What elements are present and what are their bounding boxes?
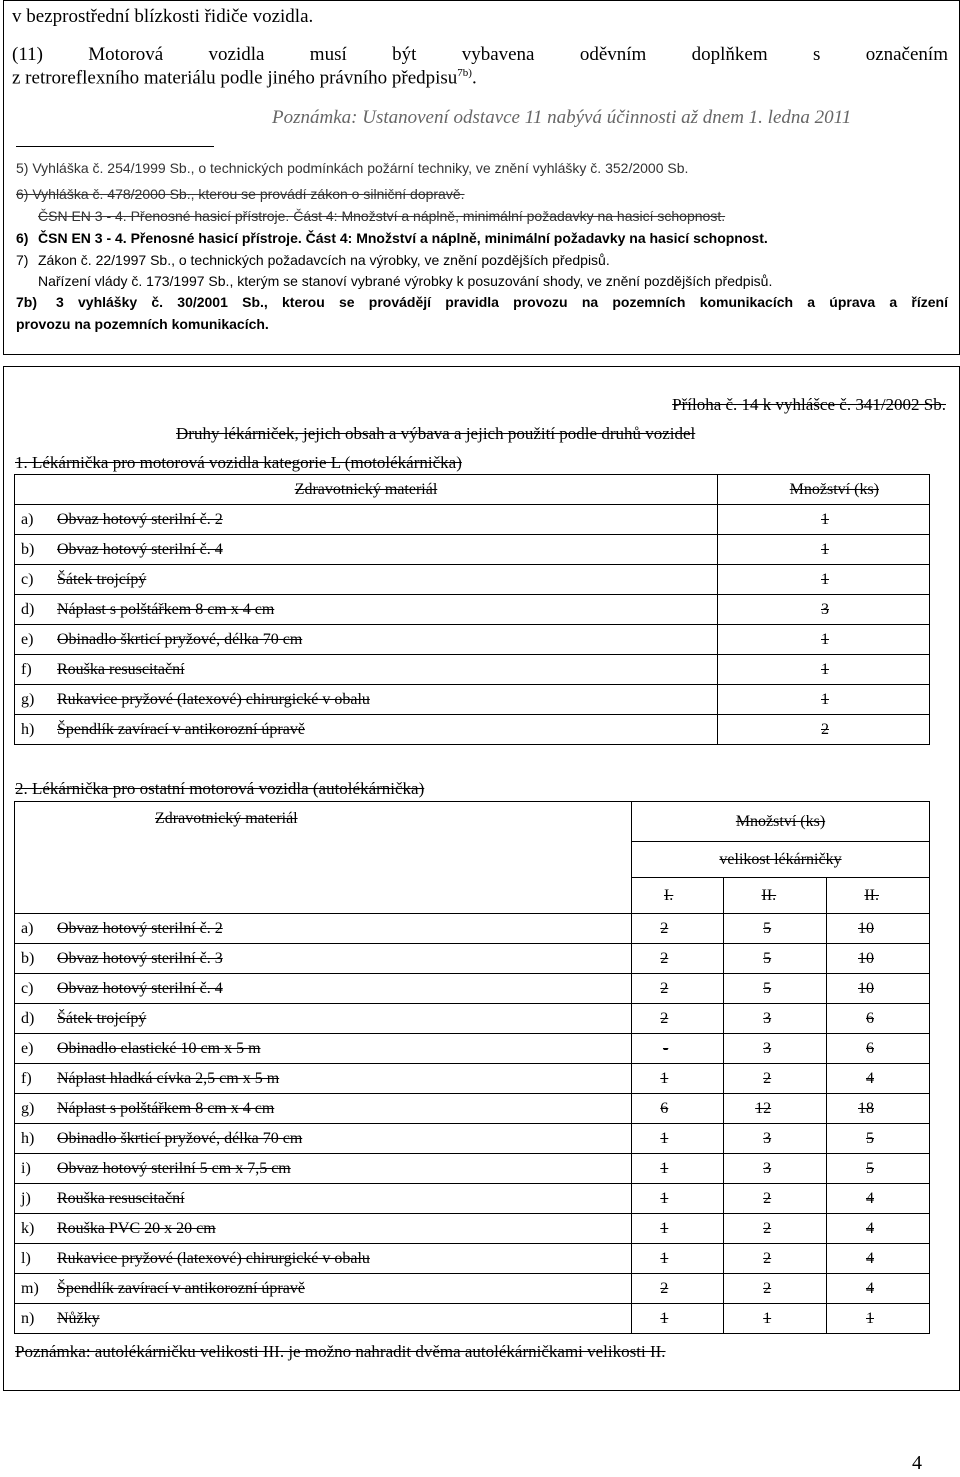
kit1-row: [15, 535, 930, 565]
kit1-item-letter: b): [21, 540, 35, 558]
kit2-item-name: Špendlík zavírací v antikorozní úpravě: [57, 1279, 305, 1297]
kit1-item-letter: h): [21, 720, 35, 738]
kit2-header-material: Zdravotnický materiál: [15, 802, 632, 914]
kit2-item-qty-v3: 4: [827, 1274, 930, 1304]
kit2-row: [15, 1094, 930, 1124]
kit2-item-name: Obvaz hotový sterilní č. 3: [57, 949, 223, 967]
kit1-item-name: Špendlík zavírací v antikorozní úpravě: [57, 720, 305, 738]
kit2-item-letter: m): [21, 1279, 39, 1297]
kit2-item-cell: [15, 1094, 632, 1124]
kit2-item-name: Nůžky: [57, 1309, 100, 1327]
kit2-item-qty-v3: 10: [827, 914, 930, 944]
kit2-item-qty-v2: 2: [724, 1184, 827, 1214]
kit2-item-name: Rukavice pryžové (latexové) chirurgické v obalu: [57, 1249, 370, 1267]
kit2-item-letter: b): [21, 949, 35, 967]
kit1-item-letter: a): [21, 510, 34, 528]
kit2-row: [15, 1154, 930, 1184]
kit2-item-qty-v3: 5: [827, 1154, 930, 1184]
paragraph-11-text-a: (11) Motorová vozidla musí být vybavena oděvním doplňkem s označením: [12, 44, 948, 65]
footnote-6-old-b: ČSN EN 3 - 4. Přenosné hasicí přístroje. Část 4: Množství a náplně, minimální požadavky na hasicí schopnost.: [38, 208, 726, 224]
kit2-item-letter: k): [21, 1219, 35, 1237]
kit2-note: Poznámka: autolékárničku velikosti III. je možno nahradit dvěma autolékárničkami velikosti II.: [15, 1342, 666, 1361]
kit2-item-letter: e): [21, 1039, 34, 1057]
kit1-item-qty: 1: [718, 565, 930, 595]
kit2-size-header: I.: [632, 878, 724, 914]
kit2-item-name: Obinadlo elastické 10 cm x 5 m: [57, 1039, 261, 1057]
footnote-7-text-a: Zákon č. 22/1997 Sb., o technických požadavcích na výrobky, ve znění pozdějších předpisů.: [38, 252, 610, 268]
kit2-item-qty-v1: 1: [632, 1124, 724, 1154]
kit2-item-qty-v2: 5: [724, 914, 827, 944]
kit2-item-cell: [15, 1214, 632, 1244]
kit2-item-qty-v2: 3: [724, 1004, 827, 1034]
kit2-item-cell: [15, 1184, 632, 1214]
kit2-item-name: Obvaz hotový sterilní 5 cm x 7,5 cm: [57, 1159, 291, 1177]
kit1-row: [15, 655, 930, 685]
kit2-header-quantity: Množství (ks): [632, 802, 930, 842]
kit2-item-qty-v3: 4: [827, 1184, 930, 1214]
kit2-item-qty-v2: 2: [724, 1274, 827, 1304]
footnote-6-old-a: 6) Vyhláška č. 478/2000 Sb., kterou se provádí zákon o silniční dopravě.: [16, 186, 465, 202]
kit2-item-name: Rouška PVC 20 x 20 cm: [57, 1219, 216, 1237]
kit1-item-cell: [15, 655, 718, 685]
kit1-item-qty: 2: [718, 715, 930, 745]
kit1-item-qty: 1: [718, 535, 930, 565]
kit1-item-cell: [15, 625, 718, 655]
kit1-item-letter: f): [21, 660, 32, 678]
kit2-item-qty-v2: 12: [724, 1094, 827, 1124]
annex-reference: Příloha č. 14 k vyhlášce č. 341/2002 Sb.: [672, 395, 946, 414]
kit1-heading: 1. Lékárnička pro motorová vozidla kategorie L (motolékárnička): [15, 453, 462, 472]
kit2-row: [15, 1244, 930, 1274]
footnote-7b-number: 7b): [16, 294, 37, 310]
kit2-item-qty-v2: 5: [724, 974, 827, 1004]
kit2-item-qty-v1: 1: [632, 1064, 724, 1094]
kit2-item-name: Náplast hladká cívka 2,5 cm x 5 m: [57, 1069, 280, 1087]
kit2-row: [15, 1064, 930, 1094]
kit2-item-letter: c): [21, 979, 34, 997]
kit1-header-material: Zdravotnický materiál: [15, 475, 718, 505]
kit1-item-cell: [15, 685, 718, 715]
kit2-item-cell: [15, 944, 632, 974]
kit2-row: [15, 1124, 930, 1154]
kit2-item-qty-v3: 5: [827, 1124, 930, 1154]
kit2-row: [15, 1214, 930, 1244]
kit2-item-qty-v1: 2: [632, 1274, 724, 1304]
kit1-item-qty: 3: [718, 595, 930, 625]
kit1-item-cell: [15, 565, 718, 595]
kit2-item-qty-v3: 6: [827, 1034, 930, 1064]
footnote-7-number: 7): [16, 252, 29, 268]
footnote-6-number: 6): [16, 230, 29, 246]
text-line-0: v bezprostřední blízkosti řidiče vozidla.: [12, 6, 314, 27]
kit2-row: [15, 974, 930, 1004]
kit1-row: [15, 565, 930, 595]
kit2-row: [15, 1274, 930, 1304]
kit2-item-letter: d): [21, 1009, 35, 1027]
kit1-row: [15, 715, 930, 745]
kit2-item-qty-v3: 10: [827, 944, 930, 974]
kit2-item-qty-v1: 1: [632, 1184, 724, 1214]
kit1-row: [15, 685, 930, 715]
kit1-row: [15, 505, 930, 535]
kit1-item-name: Rukavice pryžové (latexové) chirurgické v obalu: [57, 690, 370, 708]
footnote-6-text: ČSN EN 3 - 4. Přenosné hasicí přístroje. Část 4: Množství a náplně, minimální požadavky na hasicí schopnost.: [38, 230, 768, 246]
kit2-item-qty-v2: 2: [724, 1214, 827, 1244]
kit2-item-qty-v2: 1: [724, 1304, 827, 1334]
footnote-5: 5) Vyhláška č. 254/1999 Sb., o technických podmínkách požární techniky, ve znění vyhlášky č. 352/2000 Sb.: [16, 160, 689, 176]
kit2-item-qty-v2: 2: [724, 1244, 827, 1274]
kit2-item-qty-v1: 6: [632, 1094, 724, 1124]
kit2-item-cell: [15, 1064, 632, 1094]
kit1-item-letter: c): [21, 570, 34, 588]
kit2-item-qty-v2: 3: [724, 1034, 827, 1064]
kit2-item-cell: [15, 1034, 632, 1064]
kit1-row: [15, 625, 930, 655]
kit1-item-qty: 1: [718, 655, 930, 685]
kit1-item-cell: [15, 715, 718, 745]
kit2-item-qty-v1: -: [632, 1034, 724, 1064]
kit1-item-letter: e): [21, 630, 34, 648]
kit2-item-name: Náplast s polštářkem 8 cm x 4 cm: [57, 1099, 275, 1117]
kit2-item-letter: g): [21, 1099, 35, 1117]
kit2-row: [15, 1034, 930, 1064]
kit2-item-qty-v3: 6: [827, 1004, 930, 1034]
kit2-item-name: Obvaz hotový sterilní č. 4: [57, 979, 223, 997]
kit2-size-header: II.: [827, 878, 930, 914]
kit2-item-letter: h): [21, 1129, 35, 1147]
paragraph-11-line-1: [12, 44, 948, 66]
kit2-item-name: Rouška resuscitační: [57, 1189, 185, 1207]
kit1-item-cell: [15, 595, 718, 625]
kit1-item-name: Šátek trojcípý: [57, 570, 147, 588]
kit1-item-name: Obvaz hotový sterilní č. 4: [57, 540, 223, 558]
kit1-row: [15, 595, 930, 625]
kit2-item-qty-v2: 5: [724, 944, 827, 974]
footnote-ref-7b: 7b): [457, 67, 472, 79]
kit2-item-letter: f): [21, 1069, 32, 1087]
kit2-item-qty-v1: 2: [632, 944, 724, 974]
kit2-item-letter: n): [21, 1309, 35, 1327]
footnote-7-text-b: Nařízení vlády č. 173/1997 Sb., kterým se stanoví vybrané výrobky k posuzování shody, ve znění pozdějších předpisů.: [38, 273, 773, 289]
kit2-header-size: velikost lékárničky: [632, 842, 930, 878]
kit2-item-cell: [15, 1244, 632, 1274]
kit2-item-letter: l): [21, 1249, 31, 1267]
kit2-table: [14, 801, 930, 1334]
kit2-item-cell: [15, 1274, 632, 1304]
kit2-heading: 2. Lékárnička pro ostatní motorová vozidla (autolékárnička): [15, 779, 425, 798]
kit1-item-qty: 1: [718, 625, 930, 655]
kit1-table: [14, 474, 930, 745]
kit1-item-qty: 1: [718, 505, 930, 535]
effectivity-note: Poznámka: Ustanovení odstavce 11 nabývá účinnosti až dnem 1. ledna 2011: [272, 107, 852, 128]
kit1-item-letter: g): [21, 690, 35, 708]
kit2-item-qty-v1: 1: [632, 1244, 724, 1274]
kit2-item-cell: [15, 914, 632, 944]
kit2-row: [15, 1304, 930, 1334]
kit2-item-letter: a): [21, 919, 34, 937]
kit1-item-name: Náplast s polštářkem 8 cm x 4 cm: [57, 600, 275, 618]
kit2-item-qty-v1: 1: [632, 1304, 724, 1334]
kit2-item-qty-v3: 10: [827, 974, 930, 1004]
kit1-item-name: Obinadlo škrticí pryžové, délka 70 cm: [57, 630, 303, 648]
kit2-item-qty-v3: 1: [827, 1304, 930, 1334]
kit2-item-cell: [15, 974, 632, 1004]
kit2-item-name: Obvaz hotový sterilní č. 2: [57, 919, 223, 937]
kit2-item-qty-v3: 18: [827, 1094, 930, 1124]
paragraph-11-line-2: [12, 67, 477, 89]
kit2-item-qty-v1: 2: [632, 974, 724, 1004]
kit2-item-letter: j): [21, 1189, 31, 1207]
kit2-item-cell: [15, 1124, 632, 1154]
kit2-row: [15, 944, 930, 974]
kit2-size-header: II.: [724, 878, 827, 914]
kit2-item-qty-v1: 2: [632, 914, 724, 944]
kit1-item-cell: [15, 505, 718, 535]
kit2-item-cell: [15, 1154, 632, 1184]
kit1-item-name: Rouška resuscitační: [57, 660, 185, 678]
kit2-item-qty-v2: 3: [724, 1124, 827, 1154]
footnote-7b-text-a: 3 vyhlášky č. 30/2001 Sb., kterou se provádějí pravidla provozu na pozemních komunikacích a úprava a řízení: [56, 294, 948, 310]
kit2-item-letter: i): [21, 1159, 31, 1177]
kit2-item-qty-v3: 4: [827, 1244, 930, 1274]
kit2-row: [15, 1184, 930, 1214]
kit2-item-qty-v3: 4: [827, 1064, 930, 1094]
annex-title: Druhy lékárniček, jejich obsah a výbava a jejich použití podle druhů vozidel: [176, 424, 696, 443]
kit2-item-cell: [15, 1004, 632, 1034]
kit2-item-cell: [15, 1304, 632, 1334]
kit2-row: [15, 1004, 930, 1034]
kit2-item-qty-v1: 1: [632, 1214, 724, 1244]
kit2-item-qty-v1: 2: [632, 1004, 724, 1034]
paragraph-11-text-b: z retroreflexního materiálu podle jiného právního předpisu: [12, 67, 458, 89]
page-number: 4: [912, 1452, 922, 1474]
kit1-item-qty: 1: [718, 685, 930, 715]
footnote-separator: [16, 146, 214, 147]
kit2-row: [15, 914, 930, 944]
kit2-item-name: Šátek trojcípý: [57, 1009, 147, 1027]
kit1-item-letter: d): [21, 600, 35, 618]
kit2-item-qty-v3: 4: [827, 1214, 930, 1244]
kit2-item-name: Obinadlo škrticí pryžové, délka 70 cm: [57, 1129, 303, 1147]
kit1-item-cell: [15, 535, 718, 565]
footnote-7b-text-b: provozu na pozemních komunikacích.: [16, 316, 269, 332]
kit2-item-qty-v1: 1: [632, 1154, 724, 1184]
kit2-item-qty-v2: 2: [724, 1064, 827, 1094]
paragraph-11-end: .: [471, 67, 477, 89]
kit1-header-quantity: Množství (ks): [718, 475, 930, 505]
kit1-item-name: Obvaz hotový sterilní č. 2: [57, 510, 223, 528]
kit2-item-qty-v2: 3: [724, 1154, 827, 1184]
